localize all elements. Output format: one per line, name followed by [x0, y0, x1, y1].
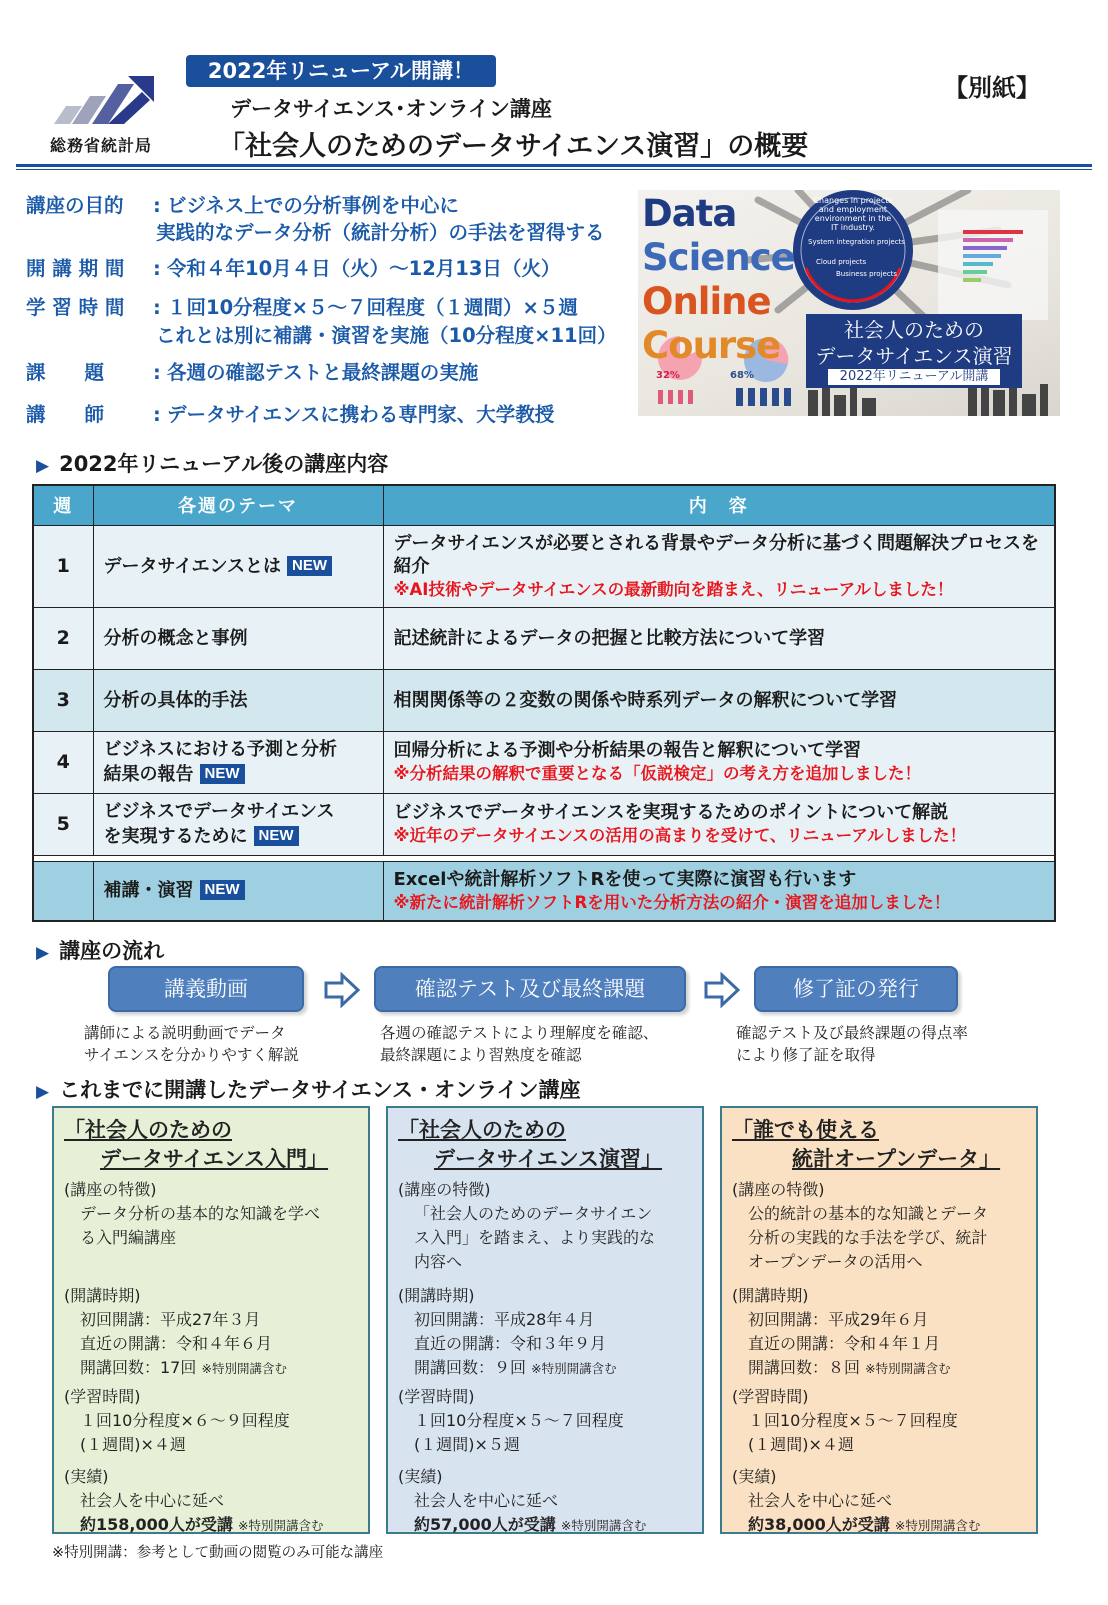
week-content: 記述統計によるデータの把握と比較方法について学習: [383, 607, 1055, 669]
hero-course-name: データサイエンス演習: [815, 344, 1013, 368]
flow-desc-test: 各週の確認テストにより理解度を確認、 最終課題により習熟度を確認: [380, 1024, 659, 1064]
info-value: ビジネス上での分析事例を中心に: [167, 194, 459, 217]
table-row: [33, 607, 1055, 669]
header-rule: [16, 164, 1092, 167]
week-theme: ビジネスでデータサイエンス を実現するために NEW: [93, 793, 383, 855]
hero-circle-text: Changes in projects and employment environment in the IT industry.: [813, 196, 893, 232]
week-theme: 補講・演習 NEW: [93, 861, 383, 921]
hero-circle-label: System integration projects: [808, 238, 905, 246]
week-content: 回帰分析による予測や分析結果の報告と解釈について学習 ※分析結果の解釈で重要となる「仮説検定」の考え方を追加しました！: [383, 731, 1055, 793]
footnote: ※特別開講：参考として動画の閲覧のみ可能な講座: [52, 1545, 384, 1561]
info-value-cont: これとは別に補講・演習を実施（10分程度×11回）: [156, 324, 617, 347]
page-subtitle: データサイエンス･オンライン講座: [230, 97, 552, 121]
course-title: 「社会人のための データサイエンス演習」: [398, 1118, 663, 1171]
flow-step-test: 確認テスト及び最終課題: [374, 966, 686, 1012]
course-title: 「誰でも使える 統計オープンデータ」: [732, 1118, 1001, 1171]
hero-course-name: 社会人のための: [844, 318, 984, 342]
new-badge: NEW: [254, 826, 299, 846]
info-label: 開 講 期 間: [26, 257, 125, 280]
hero-circle-label: Cloud projects: [816, 258, 867, 266]
renewal-note: ※近年のデータサイエンスの活用の高まりを受けて、リニューアルしました！: [393, 826, 967, 845]
flow-step-lecture: 講義動画: [108, 966, 304, 1012]
arrow-right-icon: [322, 972, 362, 1008]
new-badge: NEW: [200, 880, 245, 900]
week-theme: データサイエンスとは NEW: [93, 525, 383, 607]
course-hero-image: [638, 190, 1060, 416]
info-purpose: 講座の目的 : ビジネス上での分析事例を中心に: [26, 190, 459, 218]
info-value-cont: 実践的なデータ分析（統計分析）の手法を習得する: [156, 221, 605, 244]
info-value: 令和４年10月４日（火）～12月13日（火）: [167, 257, 561, 280]
course-card-opendata: 「誰でも使える 統計オープンデータ」 (講座の特徴) 公的統計の基本的な知識とデータ 分析の実践的な手法を学び、統計 オープンデータの活用へ (開講時期) 初回開講：平成29年６月 直近の開講：令和４年１月 開講回数：８回 ※特別開講含む (学習時間) １回10分程度×５～７回程度 (１週間)×４週 (実績) 社会人を中心に延べ 約38,000人が受講 ※特別開講含む: [720, 1106, 1038, 1534]
section-heading-content: ▶ 2022年リニューアル後の講座内容: [36, 452, 389, 476]
hero-course-panel: [806, 314, 1022, 388]
week-content: ビジネスでデータサイエンスを実現するためのポイントについて解説 ※近年のデータサイエンスの活用の高まりを受けて、リニューアルしました！: [383, 793, 1055, 855]
new-badge: NEW: [287, 556, 332, 576]
hero-circle-label: Business projects: [836, 270, 898, 278]
hero-course-sub: 2022年リニューアル開講: [828, 369, 1000, 385]
hero-word-data: Data: [642, 192, 737, 235]
week-number: [33, 861, 93, 921]
info-study-time: 学 習 時 間 : １回10分程度×５～７回程度（１週間）×５週: [26, 292, 578, 320]
col-theme: 各週のテーマ: [93, 485, 383, 525]
week-number: 3: [33, 669, 93, 731]
info-label: 学 習 時 間: [26, 296, 125, 319]
renewal-badge: 2022年リニューアル開講！: [186, 55, 496, 87]
course-card-exercise: 「社会人のための データサイエンス演習」 (講座の特徴) 「社会人のためのデータサイエン ス入門」を踏まえ、より実践的な 内容へ (開講時期) 初回開講：平成28年４月 直近の開講：令和３年９月 開講回数：９回 ※特別開講含む (学習時間) １回10分程度×５～７回程度 (１週間)×５週 (実績) 社会人を中心に延べ 約57,000人が受講 ※特別開講含む: [386, 1106, 704, 1534]
table-header-row: [33, 485, 1055, 525]
attachment-label: 【別紙】: [944, 74, 1040, 102]
hero-pct: 32%: [656, 370, 680, 381]
table-row: [33, 669, 1055, 731]
hero-word-online: Online: [642, 280, 771, 323]
info-label: 課 題: [26, 361, 105, 384]
flow-desc-lecture: 講師による説明動画でデータ サイエンスを分かりやすく解説: [84, 1024, 299, 1064]
info-label: 講 師: [26, 403, 105, 426]
week-theme: 分析の概念と事例: [93, 607, 383, 669]
info-period: 開 講 期 間 : 令和４年10月４日（火）～12月13日（火）: [26, 253, 560, 281]
info-value: データサイエンスに携わる専門家、大学教授: [167, 403, 555, 426]
table-row: [33, 525, 1055, 607]
arrow-right-icon: [702, 972, 742, 1008]
info-instructor: 講 師 : データサイエンスに携わる専門家、大学教授: [26, 399, 554, 427]
week-theme: ビジネスにおける予測と分析 結果の報告 NEW: [93, 731, 383, 793]
week-number: 5: [33, 793, 93, 855]
table-row: [33, 731, 1055, 793]
week-content: Excelや統計解析ソフトRを使って実際に演習も行います ※新たに統計解析ソフトRを用いた分析方法の紹介・演習を追加しました！: [383, 861, 1055, 921]
week-number: 4: [33, 731, 93, 793]
week-number: 2: [33, 607, 93, 669]
course-title: 「社会人のための データサイエンス入門」: [64, 1118, 329, 1171]
week-content: 相関関係等の２変数の関係や時系列データの解釈について学習: [383, 669, 1055, 731]
triangle-icon: ▶: [36, 943, 50, 963]
new-badge: NEW: [200, 764, 245, 784]
hero-word-course: Course: [642, 324, 781, 367]
page-title: 「社会人のためのデータサイエンス演習」の概要: [218, 131, 809, 162]
col-week: 週: [33, 485, 93, 525]
week-theme: 分析の具体的手法: [93, 669, 383, 731]
renewal-note: ※新たに統計解析ソフトRを用いた分析方法の紹介・演習を追加しました！: [393, 892, 951, 912]
section-heading-courses: ▶ これまでに開講したデータサイエンス・オンライン講座: [36, 1078, 581, 1102]
renewal-note: ※分析結果の解釈で重要となる「仮説検定」の考え方を追加しました！: [393, 764, 922, 783]
flow-desc-certificate: 確認テスト及び最終課題の得点率 により修了証を取得: [736, 1024, 968, 1064]
header-rule-thin: [16, 169, 1092, 170]
info-assignment: 課 題 : 各週の確認テストと最終課題の実施: [26, 357, 478, 385]
table-row: [33, 793, 1055, 855]
week-content: データサイエンスが必要とされる背景やデータ分析に基づく問題解決プロセスを紹介 ※AI技術やデータサイエンスの最新動向を踏まえ、リニューアルしました！: [383, 525, 1055, 607]
info-value: 各週の確認テストと最終課題の実施: [167, 361, 479, 384]
col-content: 内 容: [383, 485, 1055, 525]
course-card-intro: 「社会人のための データサイエンス入門」 (講座の特徴) データ分析の基本的な知識を学べ る入門編講座 (開講時期) 初回開講：平成27年３月 直近の開講：令和４年６月 開講回数：17回 ※特別開講含む (学習時間) １回10分程度×６～９回程度 (１週間)×４週 (実績) 社会人を中心に延べ 約158,000人が受講 ※特別開講含む: [52, 1106, 370, 1534]
info-value: １回10分程度×５～７回程度（１週間）×５週: [167, 296, 578, 319]
triangle-icon: ▶: [36, 456, 50, 476]
info-label: 講座の目的: [26, 194, 124, 217]
curriculum-table: [32, 484, 1056, 922]
week-number: 1: [33, 525, 93, 607]
org-name: 総務省統計局: [50, 136, 153, 155]
table-row: [33, 861, 1055, 921]
section-heading-flow: ▶ 講座の流れ: [36, 939, 165, 963]
renewal-note: ※AI技術やデータサイエンスの最新動向を踏まえ、リニューアルしました！: [393, 579, 954, 599]
hero-word-science: Science: [642, 236, 795, 279]
hero-pct: 68%: [730, 370, 754, 381]
triangle-icon: ▶: [36, 1082, 50, 1102]
flow-step-certificate: 修了証の発行: [754, 966, 958, 1012]
